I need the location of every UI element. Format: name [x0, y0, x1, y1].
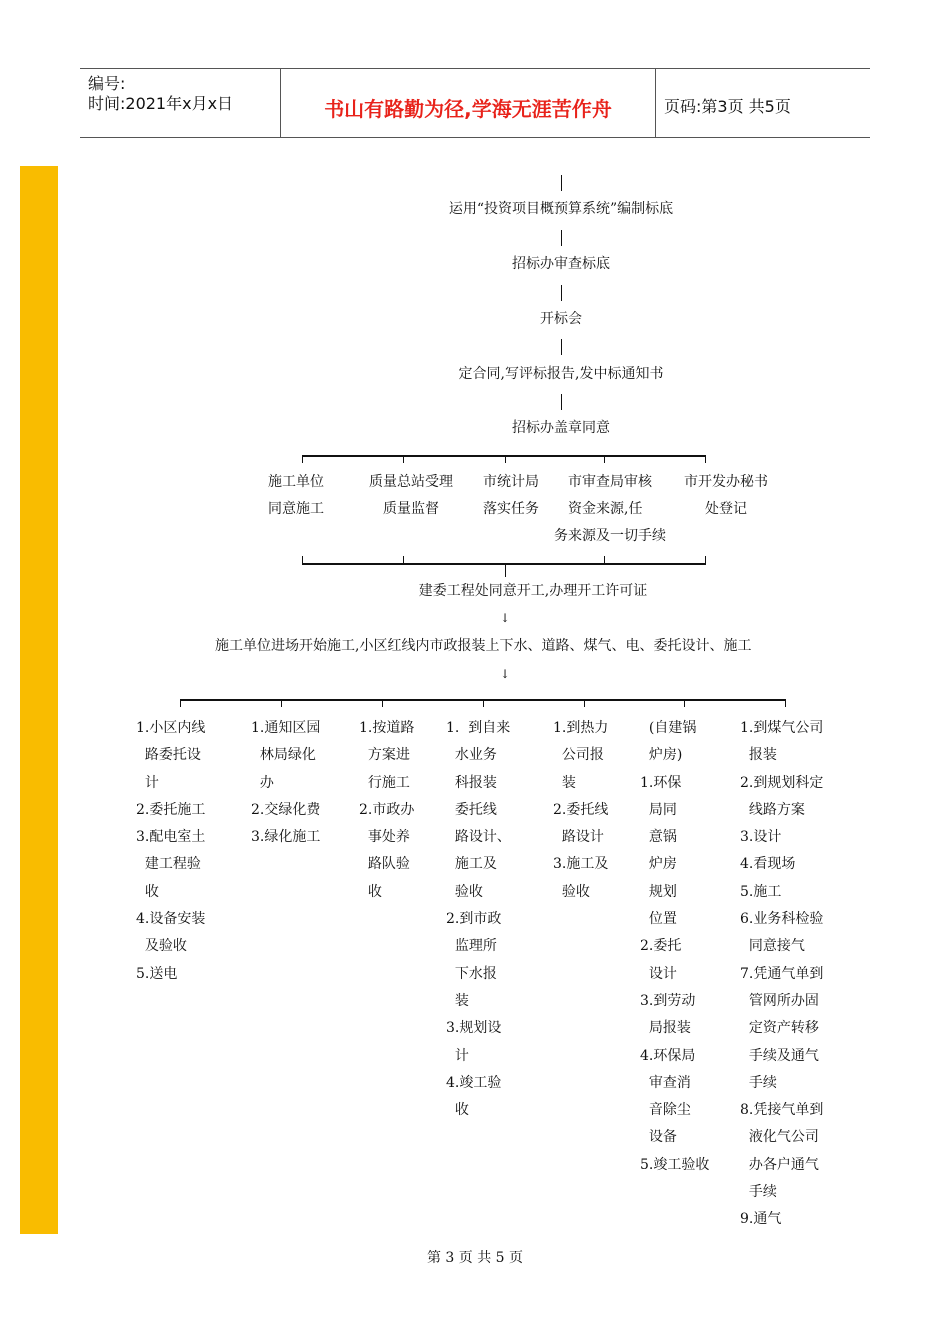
flow-connector	[561, 175, 562, 191]
flow-step-6: 建委工程处同意开工,办理开工许可证	[418, 583, 648, 599]
branch-5	[672, 469, 780, 523]
task-column-6	[640, 715, 709, 1179]
flow-connector	[561, 394, 562, 410]
task-line: 1.到煤气公司	[740, 720, 824, 736]
task-line: 1.到热力	[553, 720, 609, 736]
task-line: 装	[553, 774, 576, 791]
header-page-cell	[655, 69, 870, 137]
task-line: 手续及通气	[740, 1047, 819, 1064]
page-header	[80, 68, 870, 138]
down-arrow-icon: ↓	[500, 667, 511, 681]
branch-bracket-top	[302, 455, 706, 457]
task-line: 意锅	[640, 829, 677, 846]
task-line: 局同	[640, 801, 677, 818]
flow-connector	[505, 563, 506, 577]
task-line: 收	[136, 883, 159, 900]
decorative-sidebar-bar	[20, 166, 58, 1234]
flow-step-5: 招标办盖章同意	[512, 420, 610, 436]
task-line: 3.设计	[740, 829, 782, 846]
task-line: 行施工	[359, 774, 410, 791]
task-line: 路委托设	[136, 747, 201, 764]
header-motto-cell	[280, 69, 656, 137]
task-tick	[180, 699, 181, 707]
branch-line: 落实任务	[483, 501, 539, 517]
task-line: 3.施工及	[553, 856, 609, 873]
branch-tick	[505, 455, 506, 463]
branch-line: 资金来源,任	[568, 501, 643, 517]
task-line: 4.环保局	[640, 1047, 696, 1064]
branch-tick	[403, 455, 404, 463]
task-line: 建工程验	[136, 856, 201, 873]
task-line: 2.到规划科定	[740, 774, 824, 791]
branch-tick	[302, 455, 303, 463]
task-line: 公司报	[553, 747, 604, 764]
flow-step-7: 施工单位进场开始施工,小区红线内市政报装上下水、道路、煤气、电、委托设计、施工	[215, 638, 752, 654]
task-line: 管网所办固	[740, 992, 819, 1009]
flow-step-4: 定合同,写评标报告,发中标通知书	[458, 366, 664, 382]
task-line: 5.施工	[740, 883, 782, 900]
task-line: 1.按道路	[359, 720, 415, 736]
task-line: 2.委托线	[553, 801, 609, 818]
task-tick	[281, 699, 282, 707]
footer-page-number: 第 3 页 共 5 页	[426, 1250, 524, 1266]
task-line: 线路方案	[740, 801, 805, 818]
flow-connector	[561, 285, 562, 301]
task-line: 及验收	[136, 938, 187, 955]
task-line: (自建锅	[640, 720, 697, 736]
task-line: 手续	[740, 1074, 777, 1091]
task-line: 4.竣工验	[446, 1074, 502, 1091]
task-line: 路设计、	[446, 829, 511, 846]
task-line: 8.凭接气单到	[740, 1102, 824, 1119]
task-line: 办	[251, 774, 274, 791]
task-line: 局报装	[640, 1020, 691, 1037]
document-time-label: 时间:2021年x月x日	[88, 94, 234, 113]
task-tick	[483, 699, 484, 707]
task-line: 路设计	[553, 829, 604, 846]
task-line: 监理所	[446, 938, 497, 955]
task-line: 计	[446, 1047, 469, 1064]
task-line: 委托线	[446, 801, 497, 818]
task-line: 手续	[740, 1184, 777, 1201]
flow-connector	[561, 339, 562, 355]
branch-bracket-bottom	[302, 563, 706, 565]
task-line: 施工及	[446, 856, 497, 873]
task-line: 2.交绿化费	[251, 801, 321, 818]
task-line: 1.小区内线	[136, 720, 206, 736]
header-info-cell	[80, 69, 280, 137]
branch-line: 同意施工	[268, 501, 324, 517]
task-line: 水业务	[446, 747, 497, 764]
branch-line: 务来源及一切手续	[554, 528, 666, 544]
task-line: 5.竣工验收	[640, 1156, 710, 1173]
task-line: 林局绿化	[251, 747, 316, 764]
task-line: 收	[359, 883, 382, 900]
task-line: 事处养	[359, 829, 410, 846]
task-line: 6.业务科检验	[740, 911, 824, 928]
task-tick	[785, 699, 786, 707]
branch-2	[356, 469, 466, 523]
branch-line: 处登记	[705, 501, 747, 517]
task-line: 装	[446, 992, 469, 1009]
task-line: 3.配电室土	[136, 829, 206, 846]
task-line: 1. 到自来	[446, 720, 511, 736]
task-line: 2.到市政	[446, 911, 502, 928]
header-motto: 书山有路勤为径,学海无涯苦作舟	[324, 97, 612, 121]
down-arrow-icon: ↓	[500, 611, 511, 625]
task-tick	[382, 699, 383, 707]
task-line: 规划	[640, 883, 677, 900]
task-line: 设备	[640, 1129, 677, 1146]
branch-3	[466, 469, 556, 523]
task-line: 3.绿化施工	[251, 829, 321, 846]
task-line: 计	[136, 774, 159, 791]
task-line: 3.到劳动	[640, 992, 696, 1009]
task-line: 位置	[640, 911, 677, 928]
task-line: 音除尘	[640, 1102, 691, 1119]
branch-4	[554, 469, 684, 550]
task-line: 办各户通气	[740, 1156, 819, 1173]
task-line: 2.市政办	[359, 801, 415, 818]
task-line: 同意接气	[740, 938, 805, 955]
task-line: 4.看现场	[740, 856, 796, 873]
task-line: 1.通知区园	[251, 720, 321, 736]
task-tick	[584, 699, 585, 707]
flow-step-1: 运用“投资项目概预算系统”编制标底	[448, 201, 674, 217]
task-line: 报装	[740, 747, 777, 764]
task-line: 设计	[640, 965, 677, 982]
task-line: 9.通气	[740, 1211, 782, 1228]
branch-line: 施工单位	[268, 474, 324, 490]
task-column-1	[136, 715, 205, 988]
flow-step-2: 招标办审查标底	[512, 256, 610, 272]
task-line: 炉房	[640, 856, 677, 873]
task-line: 4.设备安装	[136, 911, 206, 928]
task-line: 7.凭通气单到	[740, 965, 824, 982]
branch-line: 质量总站受理	[369, 474, 453, 490]
task-line: 5.送电	[136, 965, 178, 982]
task-line: 下水报	[446, 965, 497, 982]
task-line: 路队验	[359, 856, 410, 873]
task-tick	[684, 699, 685, 707]
task-line: 炉房)	[640, 747, 683, 764]
task-line: 液化气公司	[740, 1129, 819, 1146]
task-line: 2.委托施工	[136, 801, 206, 818]
task-line: 定资产转移	[740, 1020, 819, 1037]
branch-line: 质量监督	[383, 501, 439, 517]
task-column-7	[740, 715, 823, 1234]
document-number-label: 编号:	[88, 74, 126, 93]
task-column-4	[446, 715, 511, 1124]
task-line: 方案进	[359, 747, 410, 764]
branch-line: 市统计局	[483, 474, 539, 490]
branch-tick	[705, 455, 706, 463]
task-line: 验收	[446, 883, 483, 900]
task-line: 2.委托	[640, 938, 682, 955]
task-line: 3.规划设	[446, 1020, 502, 1037]
task-line: 1.环保	[640, 774, 682, 791]
branch-tick	[604, 455, 605, 463]
task-column-3	[359, 715, 414, 906]
task-column-5	[553, 715, 608, 906]
branch-line: 市开发办秘书	[684, 474, 768, 490]
task-line: 科报装	[446, 774, 497, 791]
task-line: 审查消	[640, 1074, 691, 1091]
header-page-number: 页码:第3页 共5页	[664, 97, 791, 116]
task-column-2	[251, 715, 320, 851]
flow-connector	[561, 230, 562, 246]
branch-1	[250, 469, 342, 523]
task-line: 验收	[553, 883, 590, 900]
branch-line: 市审查局审核	[568, 474, 652, 490]
task-line: 收	[446, 1102, 469, 1119]
flow-step-3: 开标会	[540, 311, 582, 327]
